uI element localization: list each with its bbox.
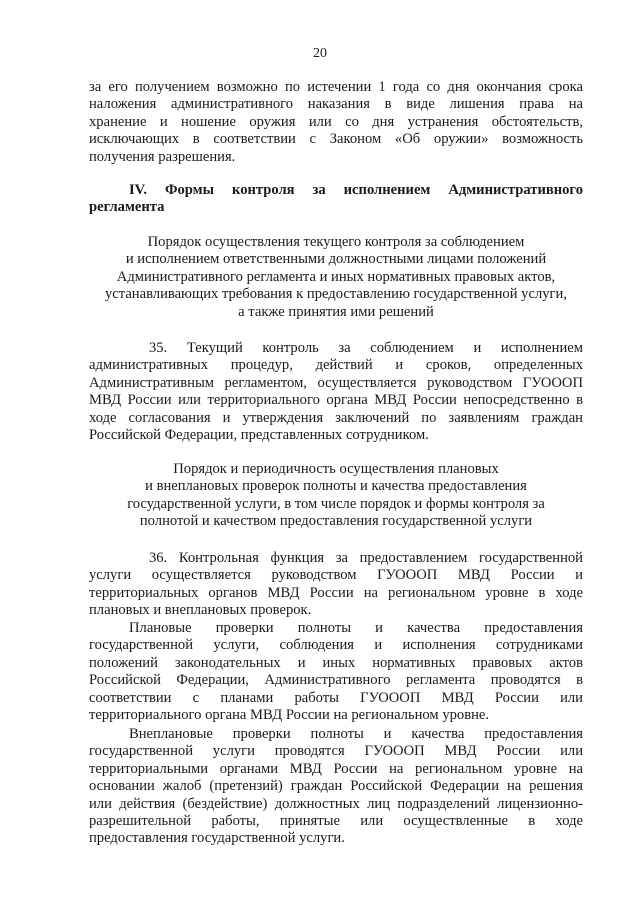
subheading-line: Порядок осуществления текущего контроля за соблюдением	[147, 234, 525, 250]
paragraph-line: государственной услуги проводятся ГУОООП МВД России или	[89, 743, 583, 760]
paragraph-line: плановых и внеплановых проверок.	[89, 602, 312, 619]
subheading-inspections	[89, 461, 583, 531]
paragraph-line: административных процедур, действий и сроков, определенных	[89, 357, 583, 374]
paragraph-line: территориальными органами МВД России на региональном уровне на	[89, 760, 583, 777]
paragraph-line: 35. Текущий контроль за соблюдением и исполнением	[149, 340, 583, 356]
intro-line: за его получением возможно по истечении 1 года со дня окончания срока	[89, 79, 583, 95]
paragraph-line: соответствии с планами работы ГУОООП МВД России или	[89, 689, 583, 706]
section-heading-line: регламента	[89, 199, 165, 216]
intro-line: хранение и ношение оружия или со дня устранения обстоятельств,	[89, 113, 583, 130]
subheading-current-control	[89, 234, 583, 321]
page-number: 20	[313, 46, 327, 61]
subheading-line: а также принятия ими решений	[238, 303, 434, 320]
paragraph-line: предоставления государственной услуги.	[89, 830, 345, 847]
paragraph-line: государственной услуги, соблюдения и исполнения сотрудниками	[89, 637, 583, 654]
paragraph-line: разрешительной работы, принятые или осуществленные в ходе	[89, 813, 583, 830]
paragraph-planned-inspections	[89, 620, 583, 724]
paragraph-line: Внеплановые проверки полноты и качества предоставления	[129, 726, 583, 742]
section-heading-line: IV. Формы контроля за исполнением Административного	[129, 182, 583, 198]
section-heading	[89, 182, 583, 217]
subheading-line: государственной услуги, в том числе порядок и формы контроля за	[127, 495, 545, 512]
paragraph-line: территориальных органов МВД России на региональном уровне в ходе	[89, 584, 583, 601]
intro-line: исключающих в соответствии с Законом «Об оружии» возможность	[89, 131, 583, 148]
paragraph-unplanned-inspections	[89, 726, 583, 848]
subheading-line: Порядок и периодичность осуществления плановых	[173, 461, 499, 477]
intro-line: наложения административного наказания в виде лишения права на	[89, 96, 583, 113]
paragraph-line: территориального органа МВД России на региональном уровне.	[89, 707, 490, 724]
paragraph-line: Плановые проверки полноты и качества предоставления	[129, 620, 583, 636]
paragraph-line: Административным регламентом, осуществляется руководством ГУОООП	[89, 374, 583, 391]
paragraph-line: или действия (бездействие) должностных лиц подразделений лицензионно-	[89, 795, 583, 812]
paragraph-line: положений законодательных и иных нормативных правовых актов	[89, 654, 583, 671]
paragraph-line: Российской Федерации, представленных сотрудником.	[89, 427, 429, 444]
paragraph-line: ходе согласования и утверждения заключений по заявлениям граждан	[89, 409, 583, 426]
subheading-line: полнотой и качеством предоставления государственной услуги	[139, 513, 533, 530]
subheading-line: устанавливающих требования к предоставлению государственной услуги,	[105, 286, 567, 303]
intro-line: получения разрешения.	[89, 148, 236, 165]
paragraph-line: МВД России или территориального органа МВД России непосредственно в	[89, 392, 583, 409]
paragraph-35	[89, 340, 583, 444]
paragraph-line: основании жалоб (претензий) граждан Российской Федерации на решения	[89, 778, 583, 795]
paragraph-line: услуги осуществляется руководством ГУОООП МВД России и	[89, 567, 583, 584]
intro-paragraph	[89, 79, 583, 166]
paragraph-36	[89, 550, 583, 620]
subheading-line: и исполнением ответственными должностными лицами положений	[125, 251, 547, 268]
subheading-line: и внеплановых проверок полноты и качества предоставления	[145, 478, 527, 495]
paragraph-line: Российской Федерации, Административного регламента проводятся в	[89, 672, 583, 689]
subheading-line: Административного регламента и иных нормативных правовых актов,	[116, 268, 556, 285]
paragraph-line: 36. Контрольная функция за предоставлением государственной	[149, 550, 583, 566]
